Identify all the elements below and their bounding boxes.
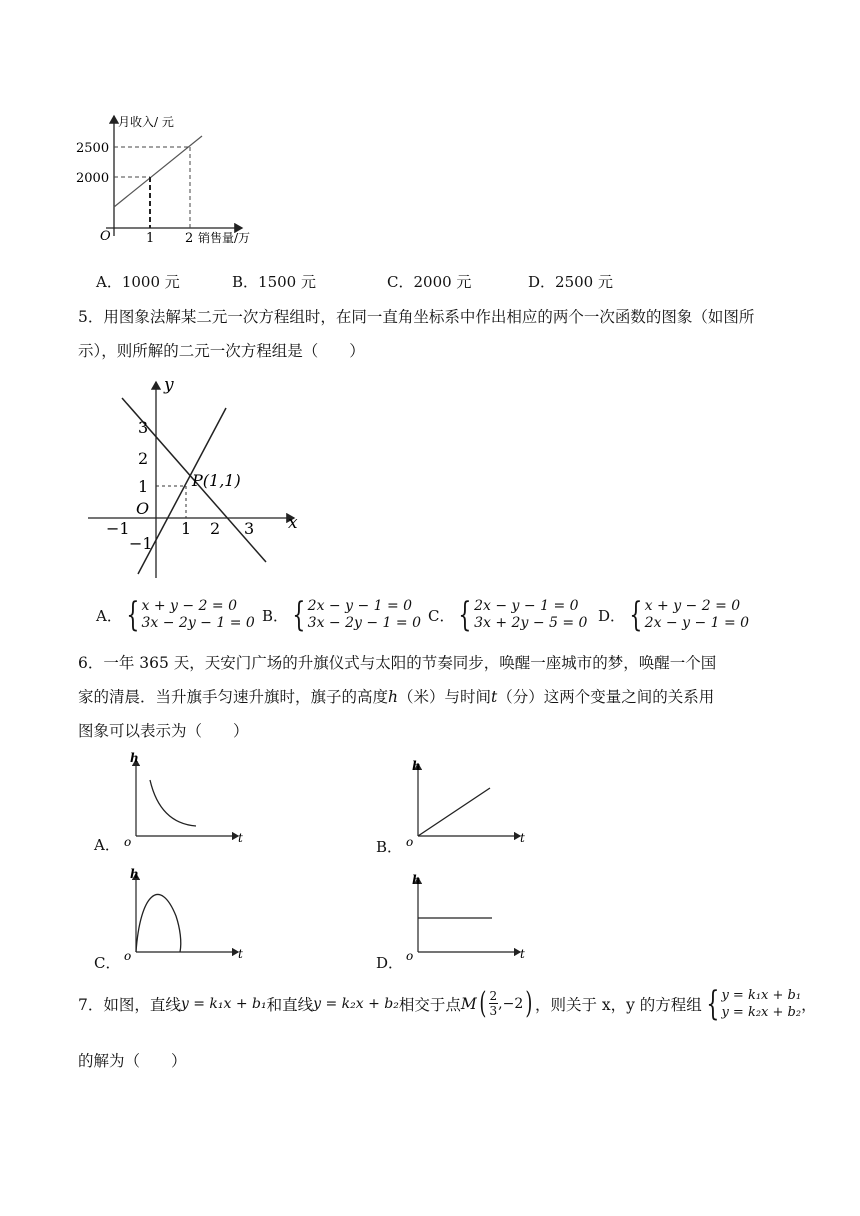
brace-icon: { <box>458 595 472 635</box>
svg-text:o: o <box>124 949 132 963</box>
q5-a-eq1: x + y − 2 = 0 <box>141 598 237 614</box>
origin-label: O <box>100 229 111 244</box>
svg-text:h: h <box>130 752 139 765</box>
q7-system: { y = k₁x + b₁ y = k₂x + b₂ <box>706 983 802 1024</box>
line <box>418 788 490 836</box>
q5-option-c: C． { 2x − y − 1 = 0 3x + 2y − 5 = 0 <box>428 595 588 635</box>
svg-text:t: t <box>520 947 525 961</box>
graph-d <box>400 870 530 970</box>
y-tick-2000: 2000 <box>76 171 110 186</box>
x-tick-2: 2 <box>210 519 221 538</box>
q7-question-end: 的解为（ ） <box>78 1052 187 1070</box>
point-p-label: P(1,1) <box>192 471 241 490</box>
svg-text:t: t <box>238 831 243 845</box>
intersecting-lines-graph <box>80 374 310 584</box>
svg-text:h: h <box>412 759 421 773</box>
q5-a-eq2: 3x − 2y − 1 = 0 <box>141 615 255 631</box>
point-m-coords: ( 2 3 ,−2 ) <box>479 986 533 1021</box>
y-label: y <box>164 375 174 395</box>
x-tick-neg1: −1 <box>106 519 130 538</box>
svg-text:o: o <box>406 949 414 963</box>
y-tick-2500: 2500 <box>76 141 110 156</box>
x-label: x <box>288 513 298 533</box>
brace-icon: { <box>126 595 140 635</box>
y-tick-3: 3 <box>138 418 149 437</box>
x-tick-1: 1 <box>146 231 155 246</box>
svg-text:o: o <box>406 835 414 849</box>
graph-b <box>400 756 530 856</box>
q7-question: 7．如图，直线 y = k₁x + b₁ 和直线 y = k₂x + b₂ 相交于点 M ( 2 3 ,−2 ) ，则关于 x，y 的方程组 { y = k₁x + b₁ y = k₂x + b₂ ， <box>78 983 817 1024</box>
q4-option-c: C．2000 元 <box>387 273 472 291</box>
svg-text:t: t <box>238 947 243 961</box>
svg-text:o: o <box>124 835 132 849</box>
brace-icon: { <box>629 595 643 635</box>
y-tick-neg1: −1 <box>129 534 153 553</box>
q5-b-eq1: 2x − y − 1 = 0 <box>307 598 413 614</box>
x-tick-2: 2 <box>185 231 194 246</box>
sales-income-graph <box>70 108 290 248</box>
q4-option-b: B．1500 元 <box>232 273 316 291</box>
y-axis-label: 月收入/ 元 <box>118 115 174 129</box>
arch <box>136 895 181 952</box>
q5-option-b: B． { 2x − y − 1 = 0 3x − 2y − 1 = 0 <box>262 595 421 635</box>
q4-option-d: D．2500 元 <box>528 273 613 291</box>
q5-question: 5．用图象法解某二元一次方程组时，在同一直角坐标系中作出相应的两个一次函数的图象（如图所示），则所解的二元一次方程组是（ ） <box>78 308 755 360</box>
svg-text:h: h <box>130 867 139 881</box>
brace-icon: { <box>292 595 306 635</box>
q5-c-eq2: 3x + 2y − 5 = 0 <box>474 615 588 631</box>
q5-option-d: D． { x + y − 2 = 0 2x − y − 1 = 0 <box>598 595 750 635</box>
x-tick-1: 1 <box>181 519 192 538</box>
q5-b-eq2: 3x − 2y − 1 = 0 <box>307 615 421 631</box>
origin-label: O <box>136 499 150 518</box>
x-axis-label: 销售量/万 <box>198 231 251 245</box>
q4-option-a: A．1000 元 <box>96 273 180 291</box>
x-tick-3: 3 <box>244 519 255 538</box>
q6-question: 6．一年 365 天，天安门广场的升旗仪式与太阳的节奏同步，唤醒一座城市的梦，唤醒一个国 家的清晨．当升旗手匀速升旗时，旗子的高度h（米）与时间t（分）这两个变量之间的关系用 图象可以表示为（ ） <box>78 654 717 740</box>
graph-a <box>118 752 248 852</box>
q5-d-eq1: x + y − 2 = 0 <box>644 598 741 614</box>
svg-text:t: t <box>520 831 525 845</box>
graph-c <box>118 866 248 966</box>
svg-text:h: h <box>412 873 421 887</box>
q5-option-a: A． { x + y − 2 = 0 3x − 2y − 1 = 0 <box>96 595 255 635</box>
curve <box>150 780 196 826</box>
y-tick-1: 1 <box>138 477 149 496</box>
y-tick-2: 2 <box>138 449 149 468</box>
brace-icon: { <box>706 983 720 1024</box>
q5-d-eq2: 2x − y − 1 = 0 <box>644 615 750 631</box>
q5-c-eq1: 2x − y − 1 = 0 <box>474 598 579 614</box>
